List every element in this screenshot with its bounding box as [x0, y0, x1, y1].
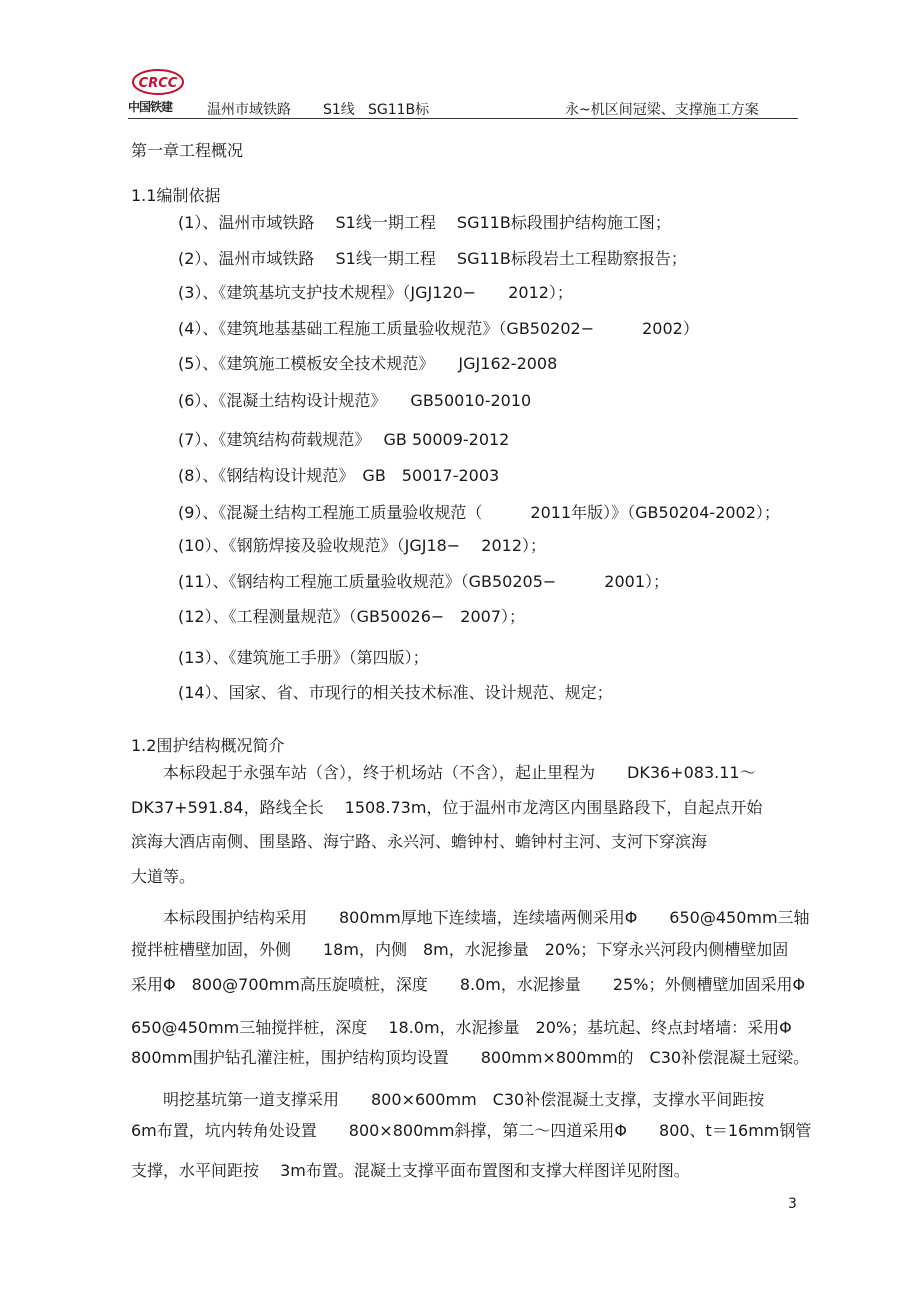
list-item: (12）、《工程测量规范》（GB50026− 2007）； [178, 607, 526, 626]
paragraph-line: 采用Φ 800@700mm高压旋喷桩，深度 8.0m，水泥掺量 25%；外侧槽壁加固采用Φ [131, 975, 806, 994]
paragraph-line: 支撑，水平间距按 3m布置。混凝土支撑平面布置图和支撑大样图详见附图。 [131, 1161, 690, 1180]
list-item: (14）、国家、省、市现行的相关技术标准、设计规范、规定； [178, 683, 613, 702]
list-item: (13）、《建筑施工手册》（第四版）； [178, 648, 429, 667]
list-item: (5）、《建筑施工模板安全技术规范》 JGJ162-2008 [178, 354, 558, 373]
header-line: S1线 [323, 102, 355, 118]
list-item: (1）、温州市域铁路 S1线一期工程 SG11B标段围护结构施工图； [178, 213, 671, 232]
section-1-2-heading: 1.2围护结构概况简介 [131, 736, 285, 755]
list-item: (2）、温州市域铁路 S1线一期工程 SG11B标段岩土工程勘察报告； [178, 249, 687, 268]
paragraph-line: 6m布置，坑内转角处设置 800×800mm斜撑，第二～四道采用Φ 800、t＝16mm钢管 [131, 1121, 812, 1140]
list-item: (9）、《混凝土结构工程施工质量验收规范（ 2011年版）》（GB50204-2002）； [178, 503, 780, 522]
list-item: (4）、《建筑地基基础工程施工质量验收规范》（GB50202− 2002） [178, 319, 699, 338]
header-doc-title: 永~机区间冠梁、支撑施工方案 [565, 102, 759, 118]
paragraph-line: 本标段起于永强车站（含），终于机场站（不含），起止里程为 DK36+083.11～ [131, 763, 756, 782]
list-item: (10）、《钢筋焊接及验收规范》（JGJ18− 2012）； [178, 536, 547, 555]
header-city-railway: 温州市域铁路 [207, 102, 291, 118]
logo-text: 中国铁建 [128, 100, 173, 114]
crcc-logo [128, 68, 188, 116]
section-1-1-heading: 1.1编制依据 [131, 186, 221, 205]
paragraph-line: 搅拌桩槽壁加固，外侧 18m，内侧 8m，水泥掺量 20%；下穿永兴河段内侧槽壁加固 [131, 940, 789, 959]
paragraph-line: DK37+591.84，路线全长 1508.73m，位于温州市龙湾区内围垦路段下，自起点开始 [131, 798, 763, 817]
header-section: SG11B标 [368, 102, 430, 118]
crcc-logo-icon [131, 68, 185, 98]
paragraph-line: 800mm围护钻孔灌注桩，围护结构顶均设置 800mm×800mm的 C30补偿混凝土冠梁。 [131, 1048, 810, 1067]
list-item: (6）、《混凝土结构设计规范》 GB50010-2010 [178, 391, 532, 410]
chapter-title: 第一章工程概况 [131, 141, 244, 160]
list-item: (7）、《建筑结构荷载规范》 GB 50009-2012 [178, 430, 510, 449]
paragraph-line: 大道等。 [131, 867, 196, 886]
header-divider [128, 118, 798, 119]
paragraph-line: 650@450mm三轴搅拌桩，深度 18.0m，水泥掺量 20%；基坑起、终点封堵墙：采用Φ [131, 1018, 792, 1037]
list-item: (11）、《钢结构工程施工质量验收规范》（GB50205− 2001）； [178, 572, 670, 591]
list-item: (3）、《建筑基坑支护技术规程》（JGJ120− 2012）； [178, 283, 573, 302]
logo-mark-text: CRCC [138, 76, 178, 91]
paragraph-line: 滨海大酒店南侧、围垦路、海宁路、永兴河、蟾钟村、蟾钟村主河、支河下穿滨海 [131, 832, 708, 851]
paragraph-line: 本标段围护结构采用 800mm厚地下连续墙，连续墙两侧采用Φ 650@450mm三轴 [131, 908, 810, 927]
paragraph-line: 明挖基坑第一道支撑采用 800×600mm C30补偿混凝土支撑，支撑水平间距按 [131, 1090, 765, 1109]
list-item: (8）、《钢结构设计规范》 GB 50017-2003 [178, 466, 500, 485]
page-number: 3 [788, 1196, 797, 1212]
